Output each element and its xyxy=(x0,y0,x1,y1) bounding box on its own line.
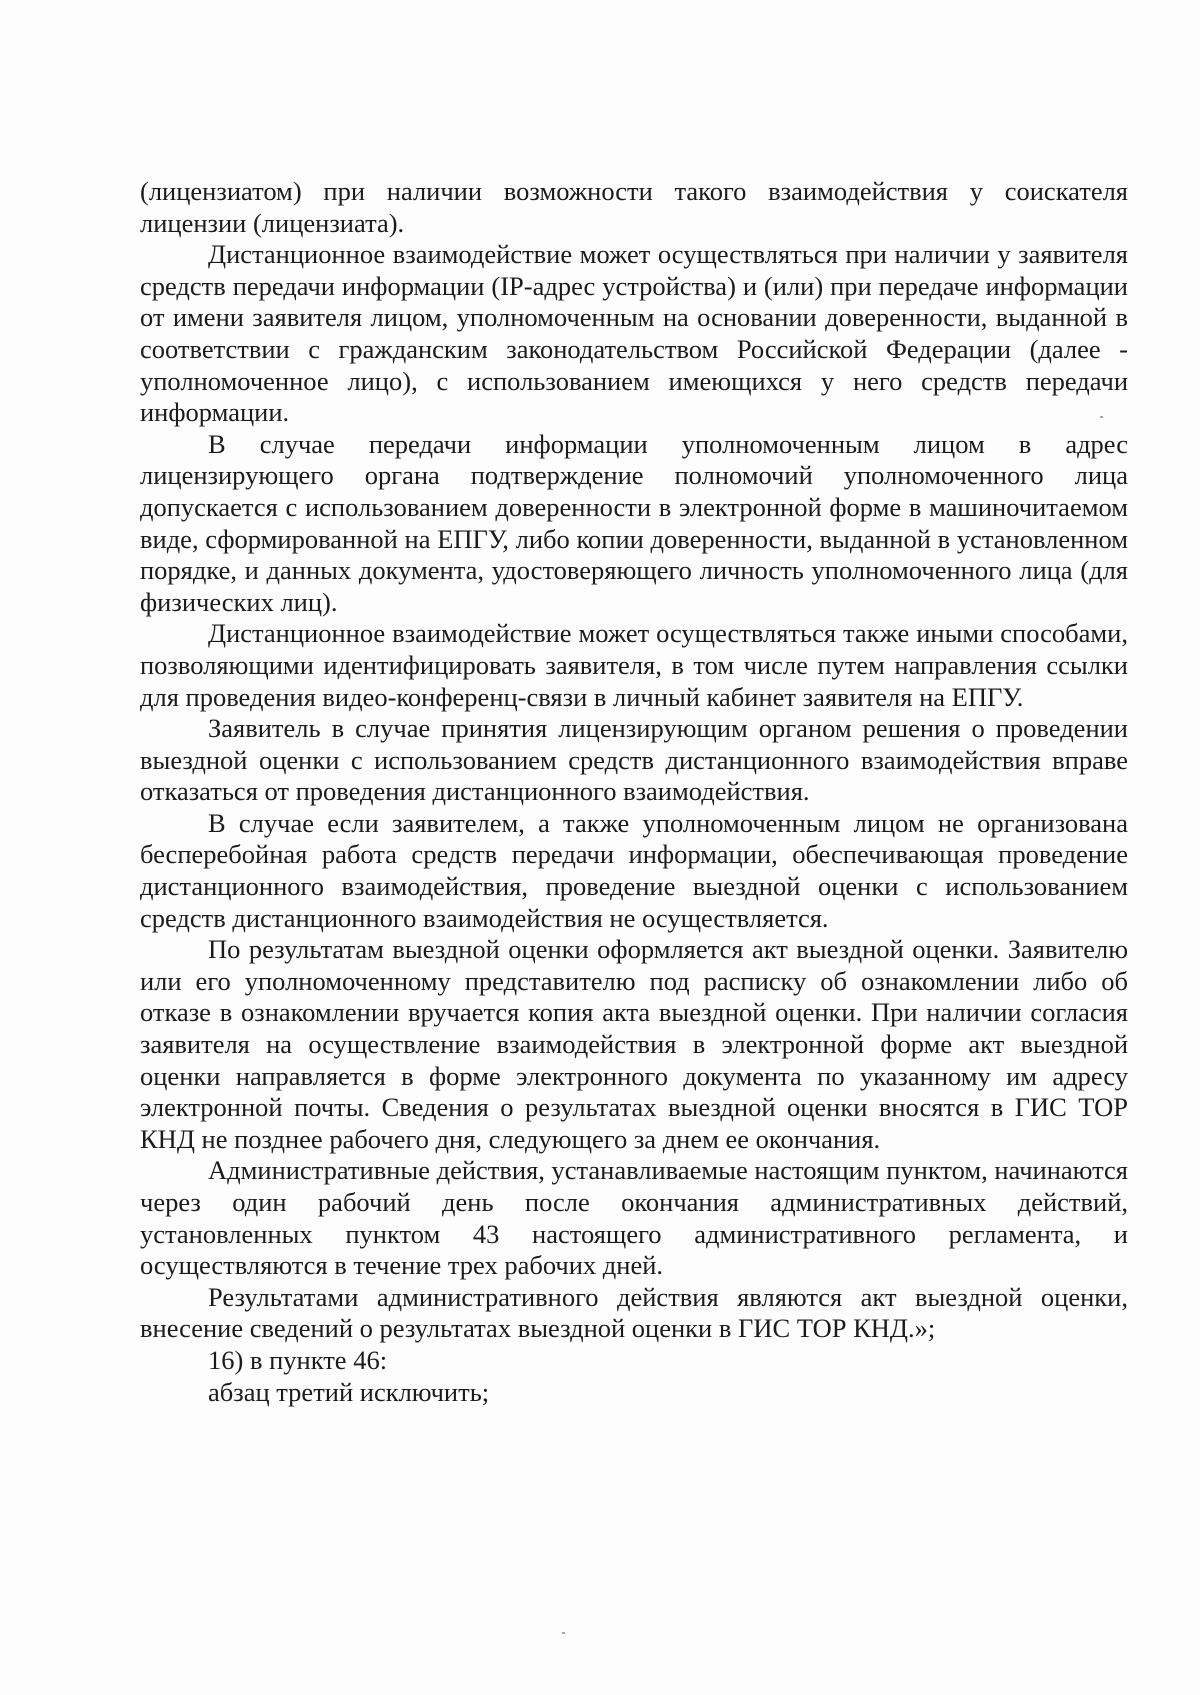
paragraph-assessment-act: По результатам выездной оценки оформляется акт выездной оценки. Заявителю или его уполномоченному представителю под расписку об ознакомлении либо об отказе в ознакомлении вручается копия акта выездной оценки. При наличии согласия заявителя на осуществление взаимодействия в электронной форме акт выездной оценки направляется в форме электронного документа по указанному им адресу электронной почты. Сведения о результатах выездной оценки вносятся в ГИС ТОР КНД не позднее рабочего дня, следующего за днем ее окончания. xyxy=(140,934,1128,1154)
scan-speck xyxy=(1100,416,1103,418)
paragraph-item-16: 16) в пункте 46: xyxy=(208,1344,388,1375)
scan-speck xyxy=(562,1632,565,1634)
paragraph-administrative-actions: Административные действия, устанавливаемые настоящим пунктом, начинаются через один рабочий день после окончания административных действий, установленных пунктом 43 настоящего административного регламента, и осуществляются в течение трех рабочих дней. xyxy=(140,1155,1128,1281)
paragraph-results: Результатами административного действия являются акт выездной оценки, внесение сведений о результатах выездной оценки в ГИС ТОР КНД.»; xyxy=(140,1281,1128,1344)
paragraph-authorized-person: В случае передачи информации уполномоченным лицом в адрес лицензирующего органа подтверждение полномочий уполномоченного лица допускается с использованием доверенности в электронной форме в машиночитаемом виде, сформированной на ЕПГУ, либо копии доверенности, выданной в установленном порядке, и данных документа, удостоверяющего личность уполномоченного лица (для физических лиц). xyxy=(140,428,1128,617)
paragraph-uninterrupted-operation: В случае если заявителем, а также уполномоченным лицом не организована бесперебойная работа средств передачи информации, обеспечивающая проведение дистанционного взаимодействия, проведение выездной оценки с использованием средств дистанционного взаимодействия не осуществляется. xyxy=(140,807,1128,933)
paragraph-applicant-refusal: Заявитель в случае принятия лицензирующим органом решения о проведении выездной оценки с использованием средств дистанционного взаимодействия вправе отказаться от проведения дистанционного взаимодействия. xyxy=(140,713,1128,807)
paragraph-other-methods: Дистанционное взаимодействие может осуществляться также иными способами, позволяющими идентифицировать заявителя, в том числе путем направления ссылки для проведения видео-конференц-связи в личный кабинет заявителя на ЕПГУ. xyxy=(140,618,1128,712)
paragraph-exclude-third: абзац третий исключить; xyxy=(208,1376,490,1407)
paragraph-continuation: (лицензиатом) при наличии возможности такого взаимодействия у соискателя лицензии (лицензиата). xyxy=(140,176,1128,238)
paragraph-remote-interaction: Дистанционное взаимодействие может осуществляться при наличии у заявителя средств передачи информации (IP-адрес устройства) и (или) при передаче информации от имени заявителя лицом, уполномоченным на основании доверенности, выданной в соответствии с гражданским законодательством Российской Федерации (далее - уполномоченное лицо), с использованием имеющихся у него средств передачи информации. xyxy=(140,239,1128,428)
document-body xyxy=(140,176,1128,1408)
